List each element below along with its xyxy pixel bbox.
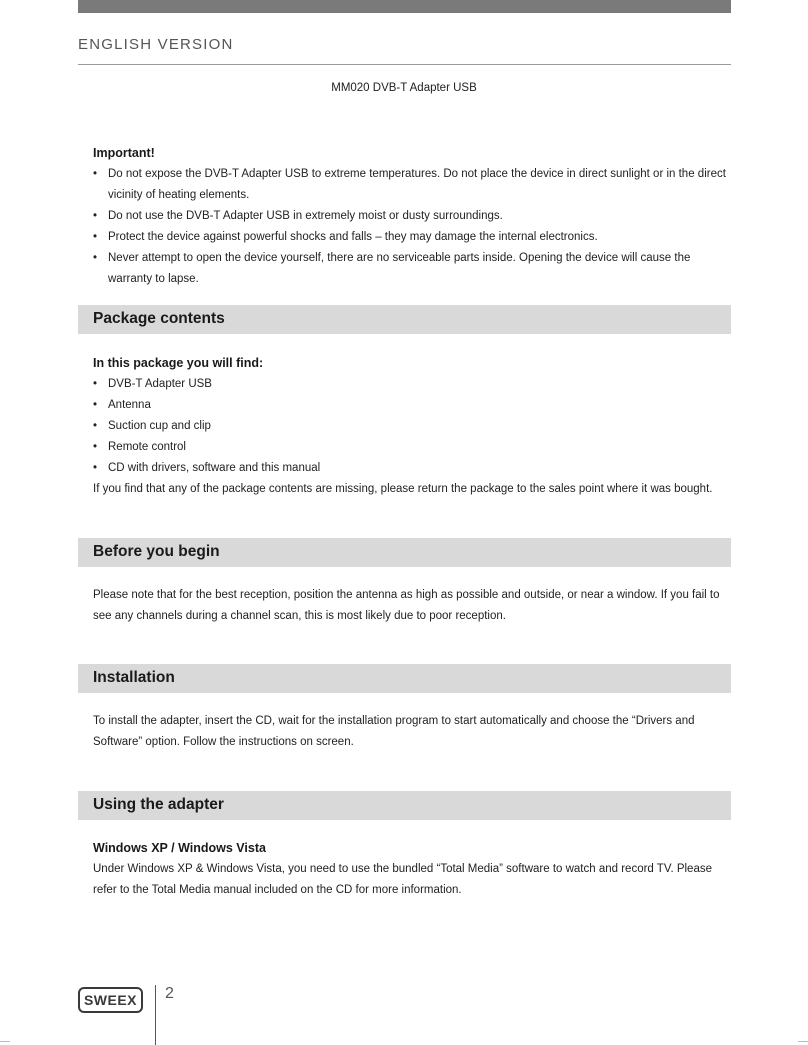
- section-title: Using the adapter: [93, 796, 224, 813]
- footer-divider: [155, 985, 156, 1045]
- header-divider: [78, 64, 731, 65]
- logo-text: SWEEX: [83, 992, 138, 1008]
- section-header-package-contents: [78, 305, 731, 334]
- list-item: • Remote control: [93, 437, 733, 458]
- list-item: • Never attempt to open the device yourself, there are no serviceable parts inside. Opening the device will cause the warranty to lapse.: [93, 248, 733, 290]
- section-title: Before you begin: [93, 543, 220, 560]
- important-section: [93, 143, 733, 290]
- list-item: • Do not use the DVB-T Adapter USB in extremely moist or dusty surroundings.: [93, 206, 733, 227]
- package-list: [93, 374, 733, 479]
- crop-mark-right: [798, 1041, 808, 1042]
- installation-text: To install the adapter, insert the CD, wait for the installation program to start automatically and choose the “Drivers and Software” option. Follow the instructions on screen.: [93, 715, 695, 748]
- windows-subheading: Windows XP / Windows Vista: [93, 841, 266, 855]
- list-item: • Antenna: [93, 395, 733, 416]
- section-title: Package contents: [93, 310, 225, 327]
- package-contents-section: [93, 353, 733, 500]
- using-the-adapter-text: Under Windows XP & Windows Vista, you need to use the bundled “Total Media” software to watch and record TV. Please refer to the Total Media manual included on the CD for more information.: [93, 863, 712, 896]
- list-item: • CD with drivers, software and this manual: [93, 458, 733, 479]
- package-note: If you find that any of the package contents are missing, please return the package to the sales point where it was bought.: [93, 483, 713, 495]
- before-you-begin-text: Please note that for the best reception, position the antenna as high as possible and outside, or near a window. If you fail to see any channels during a channel scan, this is most likely due to poor reception.: [93, 589, 720, 622]
- section-title: Installation: [93, 669, 175, 686]
- sweex-logo: [78, 987, 143, 1013]
- list-item: • Do not expose the DVB-T Adapter USB to extreme temperatures. Do not place the device in direct sunlight or in the direct vicinity of heating elements.: [93, 164, 733, 206]
- important-list: [93, 164, 733, 290]
- list-item: • Protect the device against powerful shocks and falls – they may damage the internal electronics.: [93, 227, 733, 248]
- document-title: MM020 DVB-T Adapter USB: [331, 82, 477, 94]
- crop-mark-left: [0, 1041, 10, 1042]
- before-you-begin-section: [93, 585, 733, 627]
- language-label: ENGLISH VERSION: [78, 36, 234, 53]
- page-number: 2: [165, 985, 174, 1002]
- important-heading: Important!: [93, 146, 155, 160]
- list-item: • DVB-T Adapter USB: [93, 374, 733, 395]
- section-header-using-the-adapter: [78, 791, 731, 820]
- package-subheading: In this package you will find:: [93, 356, 264, 370]
- using-the-adapter-section: [93, 838, 733, 901]
- installation-section: [93, 711, 733, 753]
- list-item: • Suction cup and clip: [93, 416, 733, 437]
- section-header-installation: [78, 664, 731, 693]
- section-header-before-you-begin: [78, 538, 731, 567]
- top-bar: [78, 0, 731, 13]
